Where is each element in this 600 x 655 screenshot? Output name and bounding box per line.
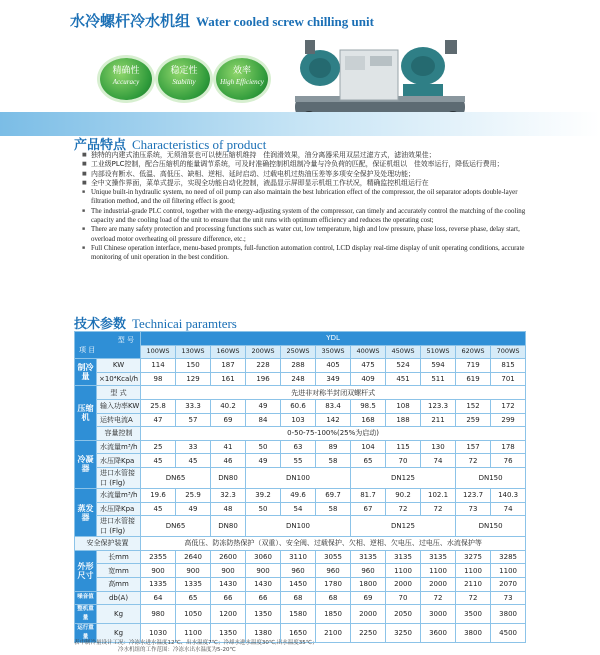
value-cell: 3135	[386, 550, 421, 564]
value-cell: 259	[456, 413, 491, 427]
value-cell: 2640	[176, 550, 211, 564]
value-cell: 142	[316, 413, 351, 427]
value-cell: 288	[281, 359, 316, 373]
value-cell: 1030	[141, 624, 176, 643]
value-cell: DN150	[456, 516, 526, 537]
value-cell: 67	[351, 502, 386, 516]
value-cell: 25.9	[176, 488, 211, 502]
value-cell: 49.6	[281, 488, 316, 502]
features-heading-cn: 产品特点	[74, 138, 127, 153]
value-cell: 2000	[421, 577, 456, 591]
value-cell: 1335	[176, 577, 211, 591]
row-label: 运转电流A	[97, 413, 141, 427]
value-cell: 228	[246, 359, 281, 373]
value-cell: 900	[176, 564, 211, 578]
value-cell: 1100	[176, 624, 211, 643]
value-cell: 188	[386, 413, 421, 427]
value-cell: 72	[386, 502, 421, 516]
value-cell: DN65	[141, 516, 211, 537]
value-cell: 104	[351, 440, 386, 454]
badge-stability-cn: 稳定性	[170, 66, 198, 76]
value-cell: 50	[246, 502, 281, 516]
row-label: 进口水管接口 (Flg)	[97, 516, 141, 537]
value-cell: 815	[491, 359, 526, 373]
value-cell: 900	[211, 564, 246, 578]
value-cell: 900	[246, 564, 281, 578]
value-cell: 409	[351, 372, 386, 386]
value-cell: DN150	[456, 467, 526, 488]
header-band	[0, 112, 600, 136]
value-cell: 102.1	[421, 488, 456, 502]
value-cell: 63	[281, 440, 316, 454]
model-cell: 130WS	[176, 345, 211, 359]
row-label: 进口水管接口 (Flg)	[97, 467, 141, 488]
value-cell: 41	[211, 440, 246, 454]
value-cell: DN100	[246, 467, 351, 488]
group-compressor: 压缩机	[75, 386, 97, 440]
note-line-2: 冷水机组的工作范围：冷冻水出水温度为5-20℃	[118, 647, 236, 653]
value-cell: 1335	[141, 577, 176, 591]
value-cell: 60.6	[281, 399, 316, 413]
value-cell: 3110	[281, 550, 316, 564]
feature-item: ■ The industrial-grade PLC control, together with the energy-adjusting system of the compressor, can timely and accurately control the matching of the cooling capacity and the cooling load of the unit to ensure that the unit runs with optimum efficiency and reduces the operating cost;	[82, 207, 532, 226]
value-cell: 3055	[316, 550, 351, 564]
value-cell: 349	[316, 372, 351, 386]
value-cell: 2000	[386, 577, 421, 591]
value-cell: 3135	[351, 550, 386, 564]
value-cell: 108	[386, 399, 421, 413]
row-label: ×10⁴Kcal/h	[97, 372, 141, 386]
feature-item: ■ Unique built-in hydraulic system, no need of oil pump can also maintain the best lubrication effect of the compressor, the oil separator adopts double-layer filtration method, and the oil filtering effect is good;	[82, 188, 532, 207]
compressor-control-row	[75, 427, 526, 441]
value-cell: 129	[176, 372, 211, 386]
value-cell: 960	[281, 564, 316, 578]
value-cell: 55	[281, 454, 316, 468]
value-cell: 73	[456, 502, 491, 516]
safety-row	[75, 537, 526, 551]
value-cell: 524	[386, 359, 421, 373]
group-condenser: 冷凝器	[75, 440, 97, 488]
value-cell: 1100	[491, 564, 526, 578]
value-cell: 1350	[246, 605, 281, 624]
value-cell: 72	[456, 454, 491, 468]
feature-item: ■ 工业级PLC控制，配合压缩机的能量调节系统，可及时准确控制机组制冷量与冷负荷的匹配，保证机组以 佳效率运行，降低运行费用；	[82, 160, 532, 169]
features-list	[82, 151, 532, 263]
value-cell: 1050	[176, 605, 211, 624]
badge-accuracy-en: Accuracy	[112, 78, 140, 86]
value-cell: 1430	[246, 577, 281, 591]
value-cell: 32.3	[211, 488, 246, 502]
model-cell: 450WS	[386, 345, 421, 359]
value-cell: 1800	[351, 577, 386, 591]
value-cell: 33	[176, 440, 211, 454]
value-cell: 3285	[491, 550, 526, 564]
group-capacity: 制冷量	[75, 359, 97, 386]
value-cell: 900	[141, 564, 176, 578]
value-cell: 74	[491, 502, 526, 516]
row-label: 水流量m³/h	[97, 440, 141, 454]
value-cell: 58	[316, 502, 351, 516]
model-cell: 250WS	[281, 345, 316, 359]
value-cell: 3500	[456, 605, 491, 624]
capacity-kw-row	[75, 359, 526, 373]
value-cell: DN125	[351, 516, 456, 537]
condenser-flow-row	[75, 440, 526, 454]
feature-item: ■ 全中文操作界面，菜单式提示，实现全功能自动化控制，液晶显示屏即显示机组工作状况，精确监控机组运行在	[82, 179, 532, 188]
value-cell: 57	[176, 413, 211, 427]
value-cell: 161	[211, 372, 246, 386]
value-cell: DN80	[211, 516, 246, 537]
value-cell: 1380	[246, 624, 281, 643]
value-cell: 1100	[421, 564, 456, 578]
row-label: Kg	[97, 624, 141, 643]
row-label: Kg	[97, 605, 141, 624]
row-label: 水压降Kpa	[97, 454, 141, 468]
condenser-drop-row	[75, 454, 526, 468]
row-label: 水流量m³/h	[97, 488, 141, 502]
value-cell: 25	[141, 440, 176, 454]
value-cell: 3600	[421, 624, 456, 643]
header-model: 型 号	[117, 336, 135, 345]
compressor-current-row	[75, 413, 526, 427]
spec-table	[74, 331, 526, 643]
value-cell: 2100	[316, 624, 351, 643]
value-cell: 1450	[281, 577, 316, 591]
title-en: Water cooled screw chilling unit	[196, 14, 374, 29]
value-cell: 1200	[211, 605, 246, 624]
value-cell: 211	[421, 413, 456, 427]
feature-item: ■ Full Chinese operation interface, menu-based prompts, full-function automation control, LCD display real-time display of unit operating conditions, accurate monitoring of unit operation in the best condition.	[82, 244, 532, 263]
value-cell: 90.2	[386, 488, 421, 502]
title-cn: 水冷螺杆冷水机组	[70, 12, 191, 30]
value-cell: 719	[456, 359, 491, 373]
model-row	[75, 345, 526, 359]
value-cell: 299	[491, 413, 526, 427]
value-cell: 2000	[351, 605, 386, 624]
value-cell: 150	[176, 359, 211, 373]
value-cell: 83.4	[316, 399, 351, 413]
value-cell: 1350	[211, 624, 246, 643]
params-heading-cn: 技术参数	[74, 317, 127, 332]
feature-item: ■ There are many safety protection and processing functions such as water cut, low temperature, high and low pressure, phase loss, reverse phase, delay start, overload motor overheating oil pressure difference, etc.;	[82, 225, 532, 244]
model-cell: 200WS	[246, 345, 281, 359]
value-cell: 69	[351, 591, 386, 605]
value-cell: 98	[141, 372, 176, 386]
value-cell: DN65	[141, 467, 211, 488]
value-cell: 2250	[351, 624, 386, 643]
value-cell: 68	[281, 591, 316, 605]
value-cell: 123.3	[421, 399, 456, 413]
value-cell: 1580	[281, 605, 316, 624]
value-cell: 25.8	[141, 399, 176, 413]
value-cell: 72	[421, 502, 456, 516]
value-cell: 50	[246, 440, 281, 454]
dims-length-row	[75, 550, 526, 564]
value-cell: 1100	[386, 564, 421, 578]
badge-accuracy-cn: 精确性	[112, 66, 140, 76]
value-cell: 1850	[316, 605, 351, 624]
value-cell: 3800	[456, 624, 491, 643]
model-cell: 160WS	[211, 345, 246, 359]
header-item: 项 目	[79, 346, 96, 355]
value-cell: 960	[316, 564, 351, 578]
value-cell: 68	[316, 591, 351, 605]
row-label: 安全保护装置	[75, 537, 141, 551]
value-cell: 65	[351, 454, 386, 468]
value-cell: 980	[141, 605, 176, 624]
capacity-kcal-row	[75, 372, 526, 386]
row-label: 输入功率KW	[97, 399, 141, 413]
value-cell: 511	[421, 372, 456, 386]
value-cell: 72	[456, 591, 491, 605]
model-cell: 700WS	[491, 345, 526, 359]
row-label: db(A)	[97, 591, 141, 605]
value-cell: 172	[491, 399, 526, 413]
value-cell: 49	[176, 502, 211, 516]
noise-row	[75, 591, 526, 605]
value-cell: 701	[491, 372, 526, 386]
value-cell: 66	[211, 591, 246, 605]
value-cell: 先进非对称半封闭双螺杆式	[141, 386, 526, 400]
value-cell: 2050	[386, 605, 421, 624]
value-cell: 73	[491, 591, 526, 605]
value-cell: DN100	[246, 516, 351, 537]
model-cell: 100WS	[141, 345, 176, 359]
value-cell: 33.3	[176, 399, 211, 413]
header-model-item	[75, 332, 141, 359]
value-cell: 54	[281, 502, 316, 516]
row-label: 高mm	[97, 577, 141, 591]
value-cell: 48	[211, 502, 246, 516]
group-evaporator: 蒸发器	[75, 488, 97, 536]
value-cell: 178	[491, 440, 526, 454]
value-cell: 47	[141, 413, 176, 427]
value-cell: 475	[351, 359, 386, 373]
value-cell: 1780	[316, 577, 351, 591]
params-heading-en: Technicai paramters	[132, 316, 237, 331]
value-cell: 196	[246, 372, 281, 386]
params-heading	[74, 313, 237, 332]
feature-item: ■ 独特的内建式油压系统，无须油泵也可以使压缩机维持 佳润滑效果，油分离器采用双层过滤方式，滤油效果佳；	[82, 151, 532, 160]
value-cell: 123.7	[456, 488, 491, 502]
note-line-1: 表中制冷量设计工况：冷冻水进水温度12℃、出水温度7℃；冷却水进水温度30℃,出水温度35℃；	[74, 640, 318, 646]
value-cell: 3000	[421, 605, 456, 624]
value-cell: 2600	[211, 550, 246, 564]
badge-efficiency-cn: 效率	[232, 66, 251, 76]
value-cell: 960	[351, 564, 386, 578]
dims-width-row	[75, 564, 526, 578]
value-cell: 49	[246, 399, 281, 413]
value-cell: 248	[281, 372, 316, 386]
value-cell: 115	[386, 440, 421, 454]
value-cell: 45	[141, 502, 176, 516]
evaporator-flow-row	[75, 488, 526, 502]
row-label: 容量控制	[97, 427, 141, 441]
value-cell: 45	[141, 454, 176, 468]
series-name: YDL	[141, 332, 526, 346]
value-cell: 45	[176, 454, 211, 468]
model-cell: 620WS	[456, 345, 491, 359]
value-cell: 1430	[211, 577, 246, 591]
value-cell: 3275	[456, 550, 491, 564]
value-cell: 130	[421, 440, 456, 454]
value-cell: 65	[176, 591, 211, 605]
model-cell: 350WS	[316, 345, 351, 359]
value-cell: 66	[246, 591, 281, 605]
value-cell: 76	[491, 454, 526, 468]
evaporator-drop-row	[75, 502, 526, 516]
group-dims: 外形尺寸	[75, 550, 97, 591]
value-cell: 84	[246, 413, 281, 427]
group-net-weight: 整机重量	[75, 605, 97, 624]
value-cell: 81.7	[351, 488, 386, 502]
value-cell: 0-50-75-100%(25%为启动)	[141, 427, 526, 441]
badge-stability	[158, 58, 210, 100]
model-cell: 510WS	[421, 345, 456, 359]
value-cell: 2355	[141, 550, 176, 564]
value-cell: 594	[421, 359, 456, 373]
value-cell: 405	[316, 359, 351, 373]
value-cell: 157	[456, 440, 491, 454]
value-cell: 58	[316, 454, 351, 468]
value-cell: 451	[386, 372, 421, 386]
value-cell: 3135	[421, 550, 456, 564]
compressor-type-row	[75, 386, 526, 400]
value-cell: 72	[421, 591, 456, 605]
value-cell: 3800	[491, 605, 526, 624]
row-label: 型 式	[97, 386, 141, 400]
dims-height-row	[75, 577, 526, 591]
badge-accuracy	[100, 58, 152, 100]
value-cell: 2110	[456, 577, 491, 591]
value-cell: 152	[456, 399, 491, 413]
value-cell: DN80	[211, 467, 246, 488]
value-cell: 74	[421, 454, 456, 468]
value-cell: DN125	[351, 467, 456, 488]
table-note	[74, 640, 317, 654]
badge-stability-en: Stability	[172, 78, 196, 86]
value-cell: 70	[386, 454, 421, 468]
row-label: 长mm	[97, 550, 141, 564]
compressor-power-row	[75, 399, 526, 413]
badge-efficiency	[216, 58, 268, 100]
group-run-weight: 运行重量	[75, 624, 97, 643]
value-cell: 69.7	[316, 488, 351, 502]
group-noise: 噪音值	[75, 591, 97, 605]
table-header-row	[75, 332, 526, 346]
value-cell: 114	[141, 359, 176, 373]
value-cell: 98.5	[351, 399, 386, 413]
model-cell: 400WS	[351, 345, 386, 359]
value-cell: 40.2	[211, 399, 246, 413]
features-heading-en: Characteristics of product	[132, 137, 267, 152]
value-cell: 高低压、防冻防热保护（双重）、安全阀、过载保护、欠相、逆相、欠电压、过电压、水流保护等	[141, 537, 526, 551]
value-cell: 3060	[246, 550, 281, 564]
value-cell: 3250	[386, 624, 421, 643]
value-cell: 69	[211, 413, 246, 427]
feature-item: ■ 内部设有断水、低温、高低压、缺相、逆相、延时启动、过载电机过热油压差等多项安全保护及处理功能；	[82, 170, 532, 179]
value-cell: 4500	[491, 624, 526, 643]
row-label: KW	[97, 359, 141, 373]
value-cell: 140.3	[491, 488, 526, 502]
value-cell: 1650	[281, 624, 316, 643]
value-cell: 70	[386, 591, 421, 605]
value-cell: 39.2	[246, 488, 281, 502]
value-cell: 2070	[491, 577, 526, 591]
value-cell: 89	[316, 440, 351, 454]
net-weight-row	[75, 605, 526, 624]
value-cell: 46	[211, 454, 246, 468]
value-cell: 187	[211, 359, 246, 373]
value-cell: 19.6	[141, 488, 176, 502]
badge-efficiency-en: High Efficiency	[220, 78, 264, 86]
row-label: 宽mm	[97, 564, 141, 578]
value-cell: 103	[281, 413, 316, 427]
value-cell: 1100	[456, 564, 491, 578]
value-cell: 64	[141, 591, 176, 605]
value-cell: 168	[351, 413, 386, 427]
row-label: 水压降Kpa	[97, 502, 141, 516]
value-cell: 619	[456, 372, 491, 386]
value-cell: 49	[246, 454, 281, 468]
